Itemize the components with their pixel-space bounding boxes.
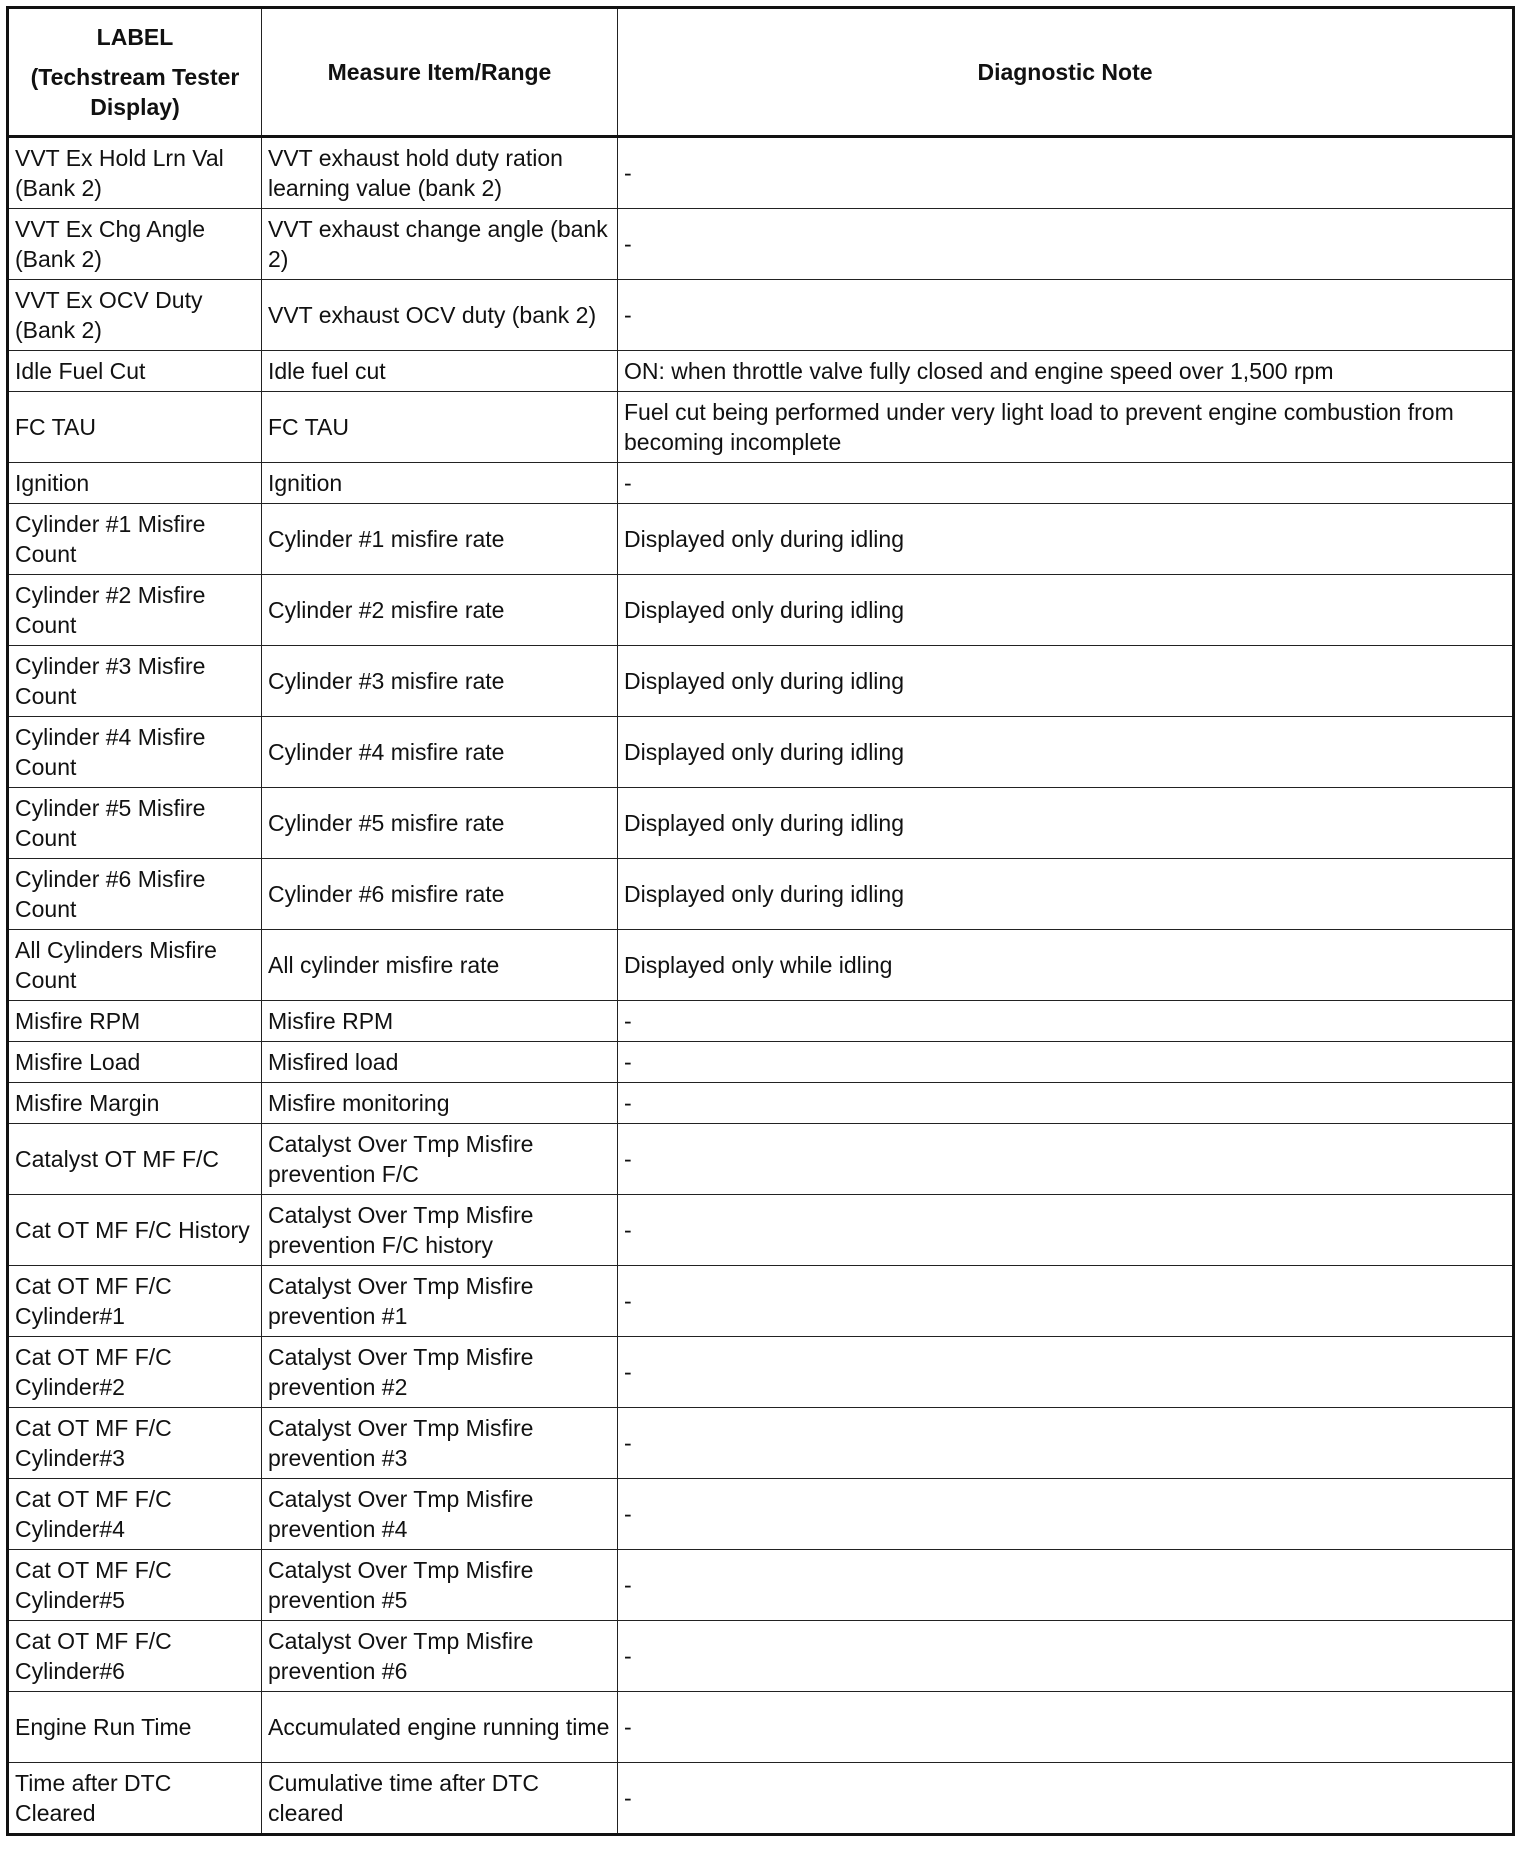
cell-label: Idle Fuel Cut <box>8 351 262 392</box>
cell-measure: Cylinder #2 misfire rate <box>262 575 618 646</box>
cell-label: Cylinder #1 Misfire Count <box>8 504 262 575</box>
cell-note: Displayed only during idling <box>618 788 1514 859</box>
table-row <box>8 1692 1514 1763</box>
table-row <box>8 1001 1514 1042</box>
diagnostic-table-container <box>6 6 1515 1836</box>
table-row <box>8 1195 1514 1266</box>
cell-note: - <box>618 280 1514 351</box>
table-row <box>8 930 1514 1001</box>
header-row <box>8 8 1514 137</box>
cell-label: Cat OT MF F/C Cylinder#2 <box>8 1337 262 1408</box>
cell-note: - <box>618 463 1514 504</box>
cell-measure: All cylinder misfire rate <box>262 930 618 1001</box>
cell-measure: Misfire monitoring <box>262 1083 618 1124</box>
cell-label: Misfire Load <box>8 1042 262 1083</box>
cell-measure: Cylinder #1 misfire rate <box>262 504 618 575</box>
header-note: Diagnostic Note <box>618 8 1514 137</box>
header-measure: Measure Item/Range <box>262 8 618 137</box>
cell-measure: Misfire RPM <box>262 1001 618 1042</box>
table-row <box>8 1621 1514 1692</box>
cell-label: All Cylinders Misfire Count <box>8 930 262 1001</box>
cell-label: FC TAU <box>8 392 262 463</box>
table-row <box>8 646 1514 717</box>
cell-label: Cat OT MF F/C Cylinder#5 <box>8 1550 262 1621</box>
table-row <box>8 1042 1514 1083</box>
cell-measure: Cylinder #3 misfire rate <box>262 646 618 717</box>
table-row <box>8 859 1514 930</box>
cell-note: - <box>618 1001 1514 1042</box>
cell-measure: Catalyst Over Tmp Misfire prevention #2 <box>262 1337 618 1408</box>
table-row <box>8 788 1514 859</box>
cell-label: Cylinder #2 Misfire Count <box>8 575 262 646</box>
cell-label: VVT Ex Hold Lrn Val (Bank 2) <box>8 137 262 209</box>
table-row <box>8 137 1514 209</box>
cell-label: Catalyst OT MF F/C <box>8 1124 262 1195</box>
cell-measure: Catalyst Over Tmp Misfire prevention #3 <box>262 1408 618 1479</box>
cell-measure: Cylinder #5 misfire rate <box>262 788 618 859</box>
cell-label: Ignition <box>8 463 262 504</box>
table-row <box>8 504 1514 575</box>
cell-note: - <box>618 1266 1514 1337</box>
cell-note: - <box>618 1479 1514 1550</box>
cell-label: Cat OT MF F/C Cylinder#4 <box>8 1479 262 1550</box>
cell-label: VVT Ex OCV Duty (Bank 2) <box>8 280 262 351</box>
cell-note: - <box>618 137 1514 209</box>
cell-label: Cylinder #5 Misfire Count <box>8 788 262 859</box>
cell-note: Displayed only during idling <box>618 859 1514 930</box>
cell-note: - <box>618 1550 1514 1621</box>
header-label-subtitle: (Techstream Tester Display) <box>30 64 240 120</box>
cell-label: Cylinder #6 Misfire Count <box>8 859 262 930</box>
cell-label: Engine Run Time <box>8 1692 262 1763</box>
cell-measure: Ignition <box>262 463 618 504</box>
cell-note: - <box>618 1124 1514 1195</box>
table-row <box>8 280 1514 351</box>
cell-note: Displayed only during idling <box>618 717 1514 788</box>
header-label <box>8 8 262 137</box>
cell-measure: Catalyst Over Tmp Misfire prevention F/C <box>262 1124 618 1195</box>
cell-measure: FC TAU <box>262 392 618 463</box>
cell-note: ON: when throttle valve fully closed and engine speed over 1,500 rpm <box>618 351 1514 392</box>
table-row <box>8 1083 1514 1124</box>
table-row <box>8 209 1514 280</box>
cell-note: - <box>618 1621 1514 1692</box>
table-row <box>8 1550 1514 1621</box>
table-row <box>8 463 1514 504</box>
cell-measure: VVT exhaust change angle (bank 2) <box>262 209 618 280</box>
cell-label: Cat OT MF F/C Cylinder#6 <box>8 1621 262 1692</box>
cell-label: Cylinder #3 Misfire Count <box>8 646 262 717</box>
cell-label: VVT Ex Chg Angle (Bank 2) <box>8 209 262 280</box>
cell-note: - <box>618 1083 1514 1124</box>
cell-label: Misfire Margin <box>8 1083 262 1124</box>
cell-note: Displayed only while idling <box>618 930 1514 1001</box>
cell-measure: VVT exhaust OCV duty (bank 2) <box>262 280 618 351</box>
cell-note: - <box>618 1337 1514 1408</box>
cell-label: Time after DTC Cleared <box>8 1763 262 1835</box>
cell-measure: Catalyst Over Tmp Misfire prevention F/C history <box>262 1195 618 1266</box>
cell-measure: Catalyst Over Tmp Misfire prevention #6 <box>262 1621 618 1692</box>
cell-label: Cat OT MF F/C Cylinder#3 <box>8 1408 262 1479</box>
cell-note: - <box>618 1042 1514 1083</box>
cell-label: Cat OT MF F/C Cylinder#1 <box>8 1266 262 1337</box>
table-row <box>8 392 1514 463</box>
cell-note: - <box>618 1408 1514 1479</box>
cell-note: - <box>618 1763 1514 1835</box>
cell-measure: Cumulative time after DTC cleared <box>262 1763 618 1835</box>
cell-note: Displayed only during idling <box>618 575 1514 646</box>
cell-measure: VVT exhaust hold duty ration learning value (bank 2) <box>262 137 618 209</box>
table-row <box>8 1337 1514 1408</box>
cell-label: Cat OT MF F/C History <box>8 1195 262 1266</box>
cell-label: Misfire RPM <box>8 1001 262 1042</box>
cell-note: - <box>618 1692 1514 1763</box>
header-label-title: LABEL <box>96 24 174 50</box>
cell-note: Displayed only during idling <box>618 646 1514 717</box>
cell-measure: Cylinder #6 misfire rate <box>262 859 618 930</box>
cell-note: Fuel cut being performed under very light load to prevent engine combustion from becoming incomplete <box>618 392 1514 463</box>
table-row <box>8 351 1514 392</box>
table-row <box>8 1763 1514 1835</box>
cell-measure: Idle fuel cut <box>262 351 618 392</box>
cell-note: Displayed only during idling <box>618 504 1514 575</box>
cell-measure: Misfired load <box>262 1042 618 1083</box>
cell-note: - <box>618 209 1514 280</box>
cell-measure: Catalyst Over Tmp Misfire prevention #1 <box>262 1266 618 1337</box>
table-row <box>8 575 1514 646</box>
table-row <box>8 1124 1514 1195</box>
cell-note: - <box>618 1195 1514 1266</box>
diagnostic-data-table <box>6 6 1515 1836</box>
cell-measure: Catalyst Over Tmp Misfire prevention #5 <box>262 1550 618 1621</box>
cell-measure: Accumulated engine running time <box>262 1692 618 1763</box>
table-row <box>8 1266 1514 1337</box>
cell-measure: Catalyst Over Tmp Misfire prevention #4 <box>262 1479 618 1550</box>
cell-label: Cylinder #4 Misfire Count <box>8 717 262 788</box>
table-row <box>8 717 1514 788</box>
cell-measure: Cylinder #4 misfire rate <box>262 717 618 788</box>
table-row <box>8 1408 1514 1479</box>
table-row <box>8 1479 1514 1550</box>
